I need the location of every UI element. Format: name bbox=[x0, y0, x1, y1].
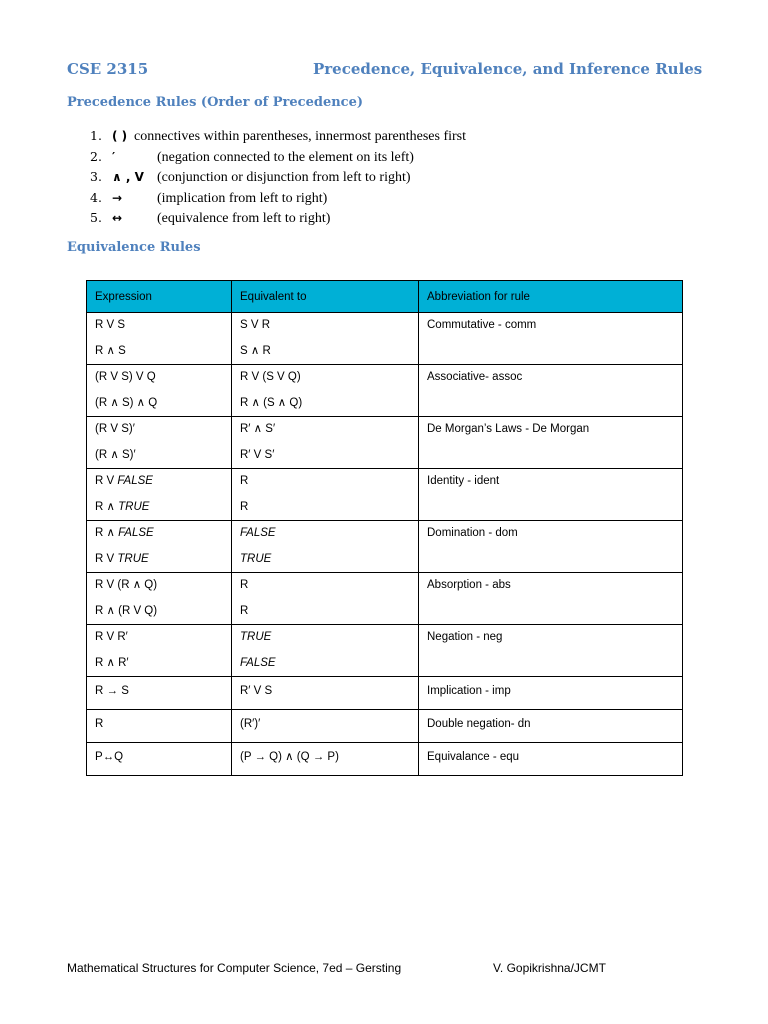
expression-text: R V (R ∧ Q) bbox=[95, 579, 158, 591]
rule-name: Associative- assoc bbox=[427, 371, 523, 383]
equivalent-cell bbox=[232, 365, 419, 417]
expression-text: R V TRUE bbox=[95, 552, 149, 565]
equivalent-cell bbox=[232, 313, 419, 365]
rule-name: Double negation- dn bbox=[427, 718, 531, 730]
equivalent-text: FALSE bbox=[240, 527, 276, 539]
list-description: (conjunction or disjunction from left to right) bbox=[157, 170, 411, 185]
column-header-expression: Expression bbox=[87, 281, 232, 313]
equivalence-table bbox=[86, 280, 683, 776]
equivalent-cell bbox=[232, 625, 419, 677]
connective-symbol: ′ bbox=[112, 149, 116, 164]
equivalent-text: FALSE bbox=[240, 656, 276, 669]
expression-cell bbox=[87, 625, 232, 677]
equivalent-text: R bbox=[240, 604, 249, 617]
equivalent-text: R ∧ (S ∧ Q) bbox=[240, 396, 303, 409]
page-title: Precedence, Equivalence, and Inference Rules bbox=[313, 60, 703, 78]
table-body bbox=[87, 313, 683, 776]
footer-source: Mathematical Structures for Computer Science, 7ed – Gersting bbox=[67, 961, 402, 975]
expression-cell bbox=[87, 677, 232, 710]
equivalent-cell bbox=[232, 521, 419, 573]
equivalent-cell bbox=[232, 677, 419, 710]
rule-cell bbox=[419, 573, 683, 625]
expression-text: P↔Q bbox=[95, 751, 124, 763]
list-number: 1. bbox=[90, 128, 102, 143]
equivalent-text: R′ V S bbox=[240, 685, 273, 697]
expression-cell bbox=[87, 710, 232, 743]
rule-name: Absorption - abs bbox=[427, 579, 511, 591]
expression-text: (R ∧ S)′ bbox=[95, 448, 136, 461]
table-row bbox=[87, 521, 683, 573]
precedence-heading: Precedence Rules (Order of Precedence) bbox=[67, 95, 363, 110]
equivalent-cell bbox=[232, 710, 419, 743]
precedence-list bbox=[90, 126, 466, 229]
rule-cell bbox=[419, 743, 683, 776]
expression-cell bbox=[87, 743, 232, 776]
rule-cell bbox=[419, 521, 683, 573]
expression-cell bbox=[87, 573, 232, 625]
list-number: 3. bbox=[90, 169, 102, 184]
rule-cell bbox=[419, 469, 683, 521]
expression-cell bbox=[87, 521, 232, 573]
expression-text: R ∧ FALSE bbox=[95, 527, 154, 539]
equivalent-text: TRUE bbox=[240, 552, 272, 565]
list-description: (equivalence from left to right) bbox=[157, 211, 331, 226]
expression-cell bbox=[87, 417, 232, 469]
rule-cell bbox=[419, 625, 683, 677]
table-row bbox=[87, 469, 683, 521]
equivalent-text: R bbox=[240, 579, 249, 591]
list-item bbox=[90, 167, 466, 188]
course-code: CSE 2315 bbox=[67, 60, 149, 78]
equivalent-text: R′ ∧ S′ bbox=[240, 423, 276, 435]
equivalent-text: R bbox=[240, 475, 249, 487]
list-description: connectives within parentheses, innermost parentheses first bbox=[134, 129, 467, 144]
equivalent-cell bbox=[232, 469, 419, 521]
expression-cell bbox=[87, 469, 232, 521]
expression-text: R V S bbox=[95, 319, 126, 331]
list-number: 5. bbox=[90, 210, 102, 225]
rule-name: Implication - imp bbox=[427, 685, 511, 697]
expression-text: R ∧ TRUE bbox=[95, 500, 150, 513]
expression-text: R bbox=[95, 718, 104, 730]
connective-symbol: ∧ , V bbox=[112, 170, 144, 184]
rule-cell bbox=[419, 365, 683, 417]
list-item bbox=[90, 147, 466, 168]
equivalent-cell bbox=[232, 743, 419, 776]
equivalent-text: (R′)′ bbox=[240, 718, 261, 730]
rule-cell bbox=[419, 417, 683, 469]
rule-name: Equivalance - equ bbox=[427, 751, 520, 763]
list-item bbox=[90, 126, 466, 147]
equivalent-text: S ∧ R bbox=[240, 344, 271, 357]
rule-cell bbox=[419, 710, 683, 743]
table-header-row bbox=[87, 281, 683, 313]
expression-text: R V R′ bbox=[95, 631, 128, 643]
connective-symbol: ↔ bbox=[112, 211, 123, 225]
expression-text: (R V S)′ bbox=[95, 423, 135, 435]
list-description: (negation connected to the element on its left) bbox=[157, 149, 414, 165]
list-description: (implication from left to right) bbox=[157, 190, 328, 206]
expression-text: (R ∧ S) ∧ Q bbox=[95, 396, 158, 409]
list-number: 4. bbox=[90, 189, 102, 205]
connective-symbol: ( ) bbox=[112, 129, 128, 143]
expression-text: R ∧ (R V Q) bbox=[95, 604, 158, 617]
expression-cell bbox=[87, 365, 232, 417]
expression-text: R ∧ R′ bbox=[95, 656, 129, 669]
rule-name: Identity - ident bbox=[427, 475, 500, 487]
expression-text: R V FALSE bbox=[95, 475, 153, 487]
table-row bbox=[87, 677, 683, 710]
connective-symbol: → bbox=[112, 190, 123, 205]
expression-text: R ∧ S bbox=[95, 344, 126, 357]
rule-name: Commutative - comm bbox=[427, 319, 537, 331]
list-item bbox=[90, 188, 466, 209]
equivalent-cell bbox=[232, 417, 419, 469]
table-row bbox=[87, 365, 683, 417]
rule-cell bbox=[419, 677, 683, 710]
rule-name: De Morgan’s Laws - De Morgan bbox=[427, 423, 590, 435]
equivalent-cell bbox=[232, 573, 419, 625]
rule-name: Domination - dom bbox=[427, 527, 518, 539]
table-row bbox=[87, 710, 683, 743]
rule-name: Negation - neg bbox=[427, 631, 503, 643]
equivalent-text: R′ V S′ bbox=[240, 448, 275, 461]
column-header-rule: Abbreviation for rule bbox=[419, 281, 683, 313]
expression-cell bbox=[87, 313, 232, 365]
equivalent-text: TRUE bbox=[240, 631, 272, 643]
table-row bbox=[87, 313, 683, 365]
column-header-equivalent: Equivalent to bbox=[232, 281, 419, 313]
table-row bbox=[87, 743, 683, 776]
equivalence-heading: Equivalence Rules bbox=[67, 240, 201, 255]
list-number: 2. bbox=[90, 148, 102, 164]
footer-author: V. Gopikrishna/JCMT bbox=[493, 961, 606, 975]
expression-text: R → S bbox=[95, 685, 129, 697]
equivalent-text: (P → Q) ∧ (Q → P) bbox=[240, 751, 339, 763]
rule-cell bbox=[419, 313, 683, 365]
table-row bbox=[87, 417, 683, 469]
table-row bbox=[87, 625, 683, 677]
equivalent-text: S V R bbox=[240, 319, 271, 331]
expression-text: (R V S) V Q bbox=[95, 371, 156, 383]
table-row bbox=[87, 573, 683, 625]
equivalent-text: R bbox=[240, 500, 249, 513]
list-item bbox=[90, 208, 466, 229]
equivalent-text: R V (S V Q) bbox=[240, 371, 301, 383]
